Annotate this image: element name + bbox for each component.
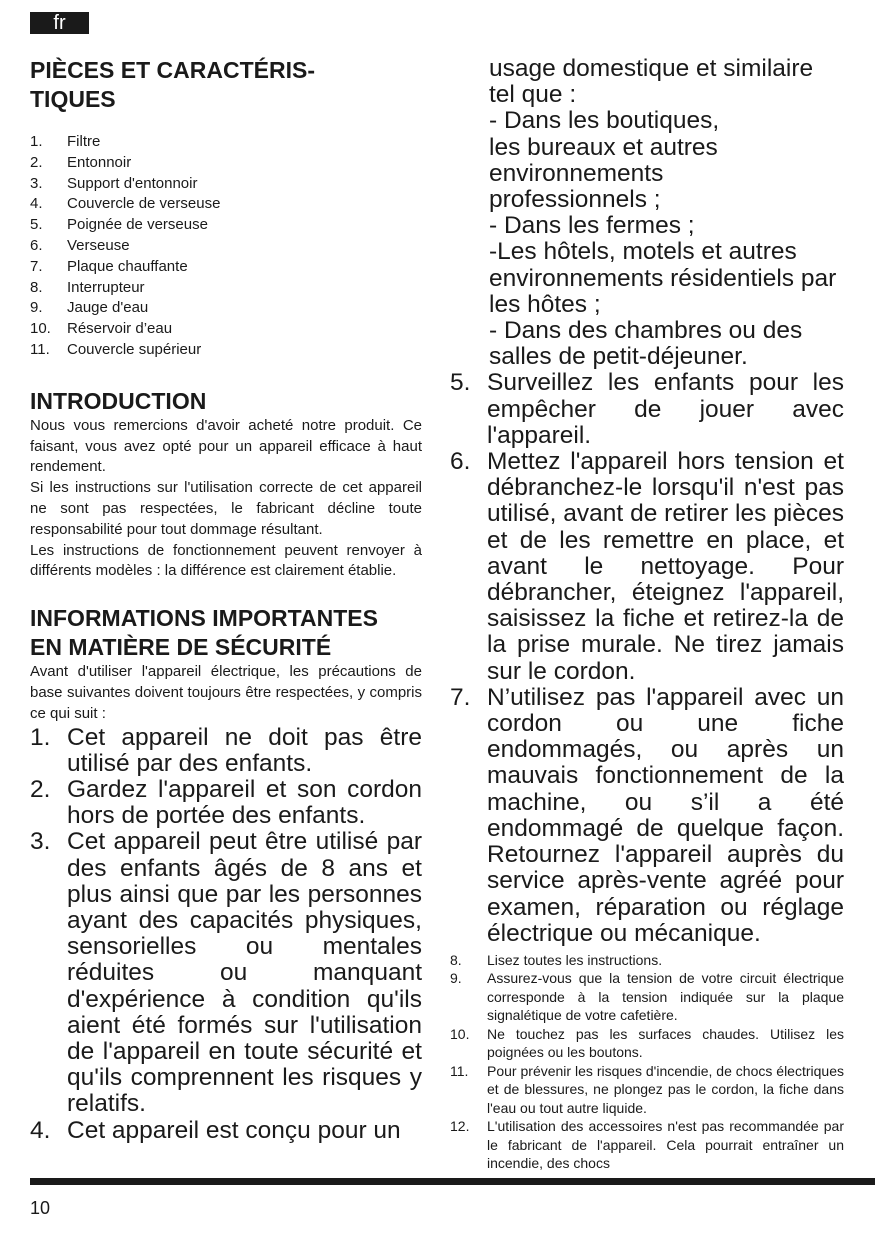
parts-item: 5. Poignée de verseuse — [30, 216, 208, 234]
safety-list-right-small — [450, 951, 844, 1173]
item-4-continuation: usage domestique et similaire tel que : - Dans les boutiques, les bureaux et autres environnements professionnels ; - Dans les fermes ; -Les hôtels, motels et autres environnements résidentiels par les hôtes ; - Dans des chambres ou des salles de petit-déjeuner. — [489, 55, 837, 371]
safety-item: 3. Cet appareil peut être utilisé par des enfants âgés de 8 ans et plus ainsi que par les personnes ayant des capacités physiques, sensorielles ou mentales réduites ou manquant d'expérience à condition qu'ils aient été formés sur l'utilisation de l'appareil en toute sécurité et qu'ils comprennent les risques y relatifs. — [30, 828, 422, 1118]
safety-list-right — [450, 370, 844, 946]
safety-item: 12. L'utilisation des accessoires n'est pas recommandée par le fabricant de l'appareil. Cela pourrait entraîner un incendie, des chocs — [450, 1118, 844, 1172]
parts-item: 10. Réservoir d’eau — [30, 320, 173, 338]
safety-intro: Avant d'utiliser l'appareil électrique, les précautions de base suivantes doivent toujours être respectées, y compris ce qui suit : — [30, 663, 422, 722]
footer-rule — [30, 1178, 875, 1185]
safety-title: INFORMATIONS IMPORTANTES EN MATIÈRE DE SÉCURITÉ — [30, 605, 378, 661]
left-column — [30, 56, 422, 1144]
safety-item: 8. Lisez toutes les instructions. — [450, 951, 663, 968]
page-number: 10 — [30, 1198, 51, 1218]
safety-item: 7. N’utilisez pas l'appareil avec un cordon ou une fiche endommagés, ou après un mauvais fonctionnement de la machine, ou s’il a été endommagé de quelque façon. Retournez l'appareil auprès du service après-vente agréé pour examen, réparation ou réglage électrique ou mécanique. — [450, 683, 844, 947]
parts-item: 2. Entonnoir — [30, 153, 132, 171]
parts-title: PIÈCES ET CARACTÉRIS- TIQUES — [30, 57, 315, 112]
safety-item: 10. Ne touchez pas les surfaces chaudes. Utilisez les poignées ou les boutons. — [450, 1025, 844, 1061]
safety-item: 5. Surveillez les enfants pour les empêcher de jouer avec l'appareil. — [450, 369, 844, 449]
parts-item: 6. Verseuse — [30, 236, 130, 254]
parts-list — [30, 132, 422, 361]
intro-paragraph: Si les instructions sur l'utilisation correcte de cet appareil ne sont pas respectées, le fabricant décline toute responsabilité pour tout dommage résultant. — [30, 479, 422, 538]
parts-item: 1. Filtre — [30, 133, 101, 150]
parts-item: 9. Jauge d'eau — [30, 299, 149, 317]
safety-item: 11. Pour prévenir les risques d'incendie, de chocs électriques et de blessures, ne plongez pas le cordon, la fiche dans l'eau ou tout autre liquide. — [450, 1062, 844, 1116]
safety-list-left — [30, 725, 422, 1144]
safety-item: 2. Gardez l'appareil et son cordon hors de portée des enfants. — [30, 775, 422, 830]
parts-item: 3. Support d'entonnoir — [30, 174, 198, 192]
parts-item: 7. Plaque chauffante — [30, 257, 188, 275]
safety-item: 9. Assurez-vous que la tension de votre circuit électrique corresponde à la tension indiquée sur la plaque signalétique de votre cafetière. — [450, 970, 844, 1024]
parts-item: 8. Interrupteur — [30, 278, 145, 296]
intro-text — [30, 416, 422, 582]
safety-item: 4. Cet appareil est conçu pour un — [30, 1116, 401, 1144]
intro-paragraph: Les instructions de fonctionnement peuvent renvoyer à différents modèles : la différence est clairement établie. — [30, 541, 422, 580]
parts-item: 11. Couvercle supérieur — [30, 340, 202, 358]
language-tag: fr — [30, 12, 89, 34]
safety-item: 1. Cet appareil ne doit pas être utilisé par des enfants. — [30, 723, 422, 777]
parts-item: 4. Couvercle de verseuse — [30, 195, 221, 213]
safety-item: 6. Mettez l'appareil hors tension et débranchez-le lorsqu'il n'est pas utilisé, avant de retirer les pièces et de les remettre en place, et avant le nettoyage. Pour débrancher, éteignez l'appareil, saisissez la fiche et retirez-la de la prise murale. Ne tirez jamais sur le cordon. — [450, 448, 844, 685]
intro-title: INTRODUCTION — [30, 387, 207, 414]
right-column — [450, 56, 844, 1173]
intro-paragraph: Nous vous remercions d'avoir acheté notre produit. Ce faisant, vous avez opté pour un appareil efficace à haut rendement. — [30, 416, 422, 476]
